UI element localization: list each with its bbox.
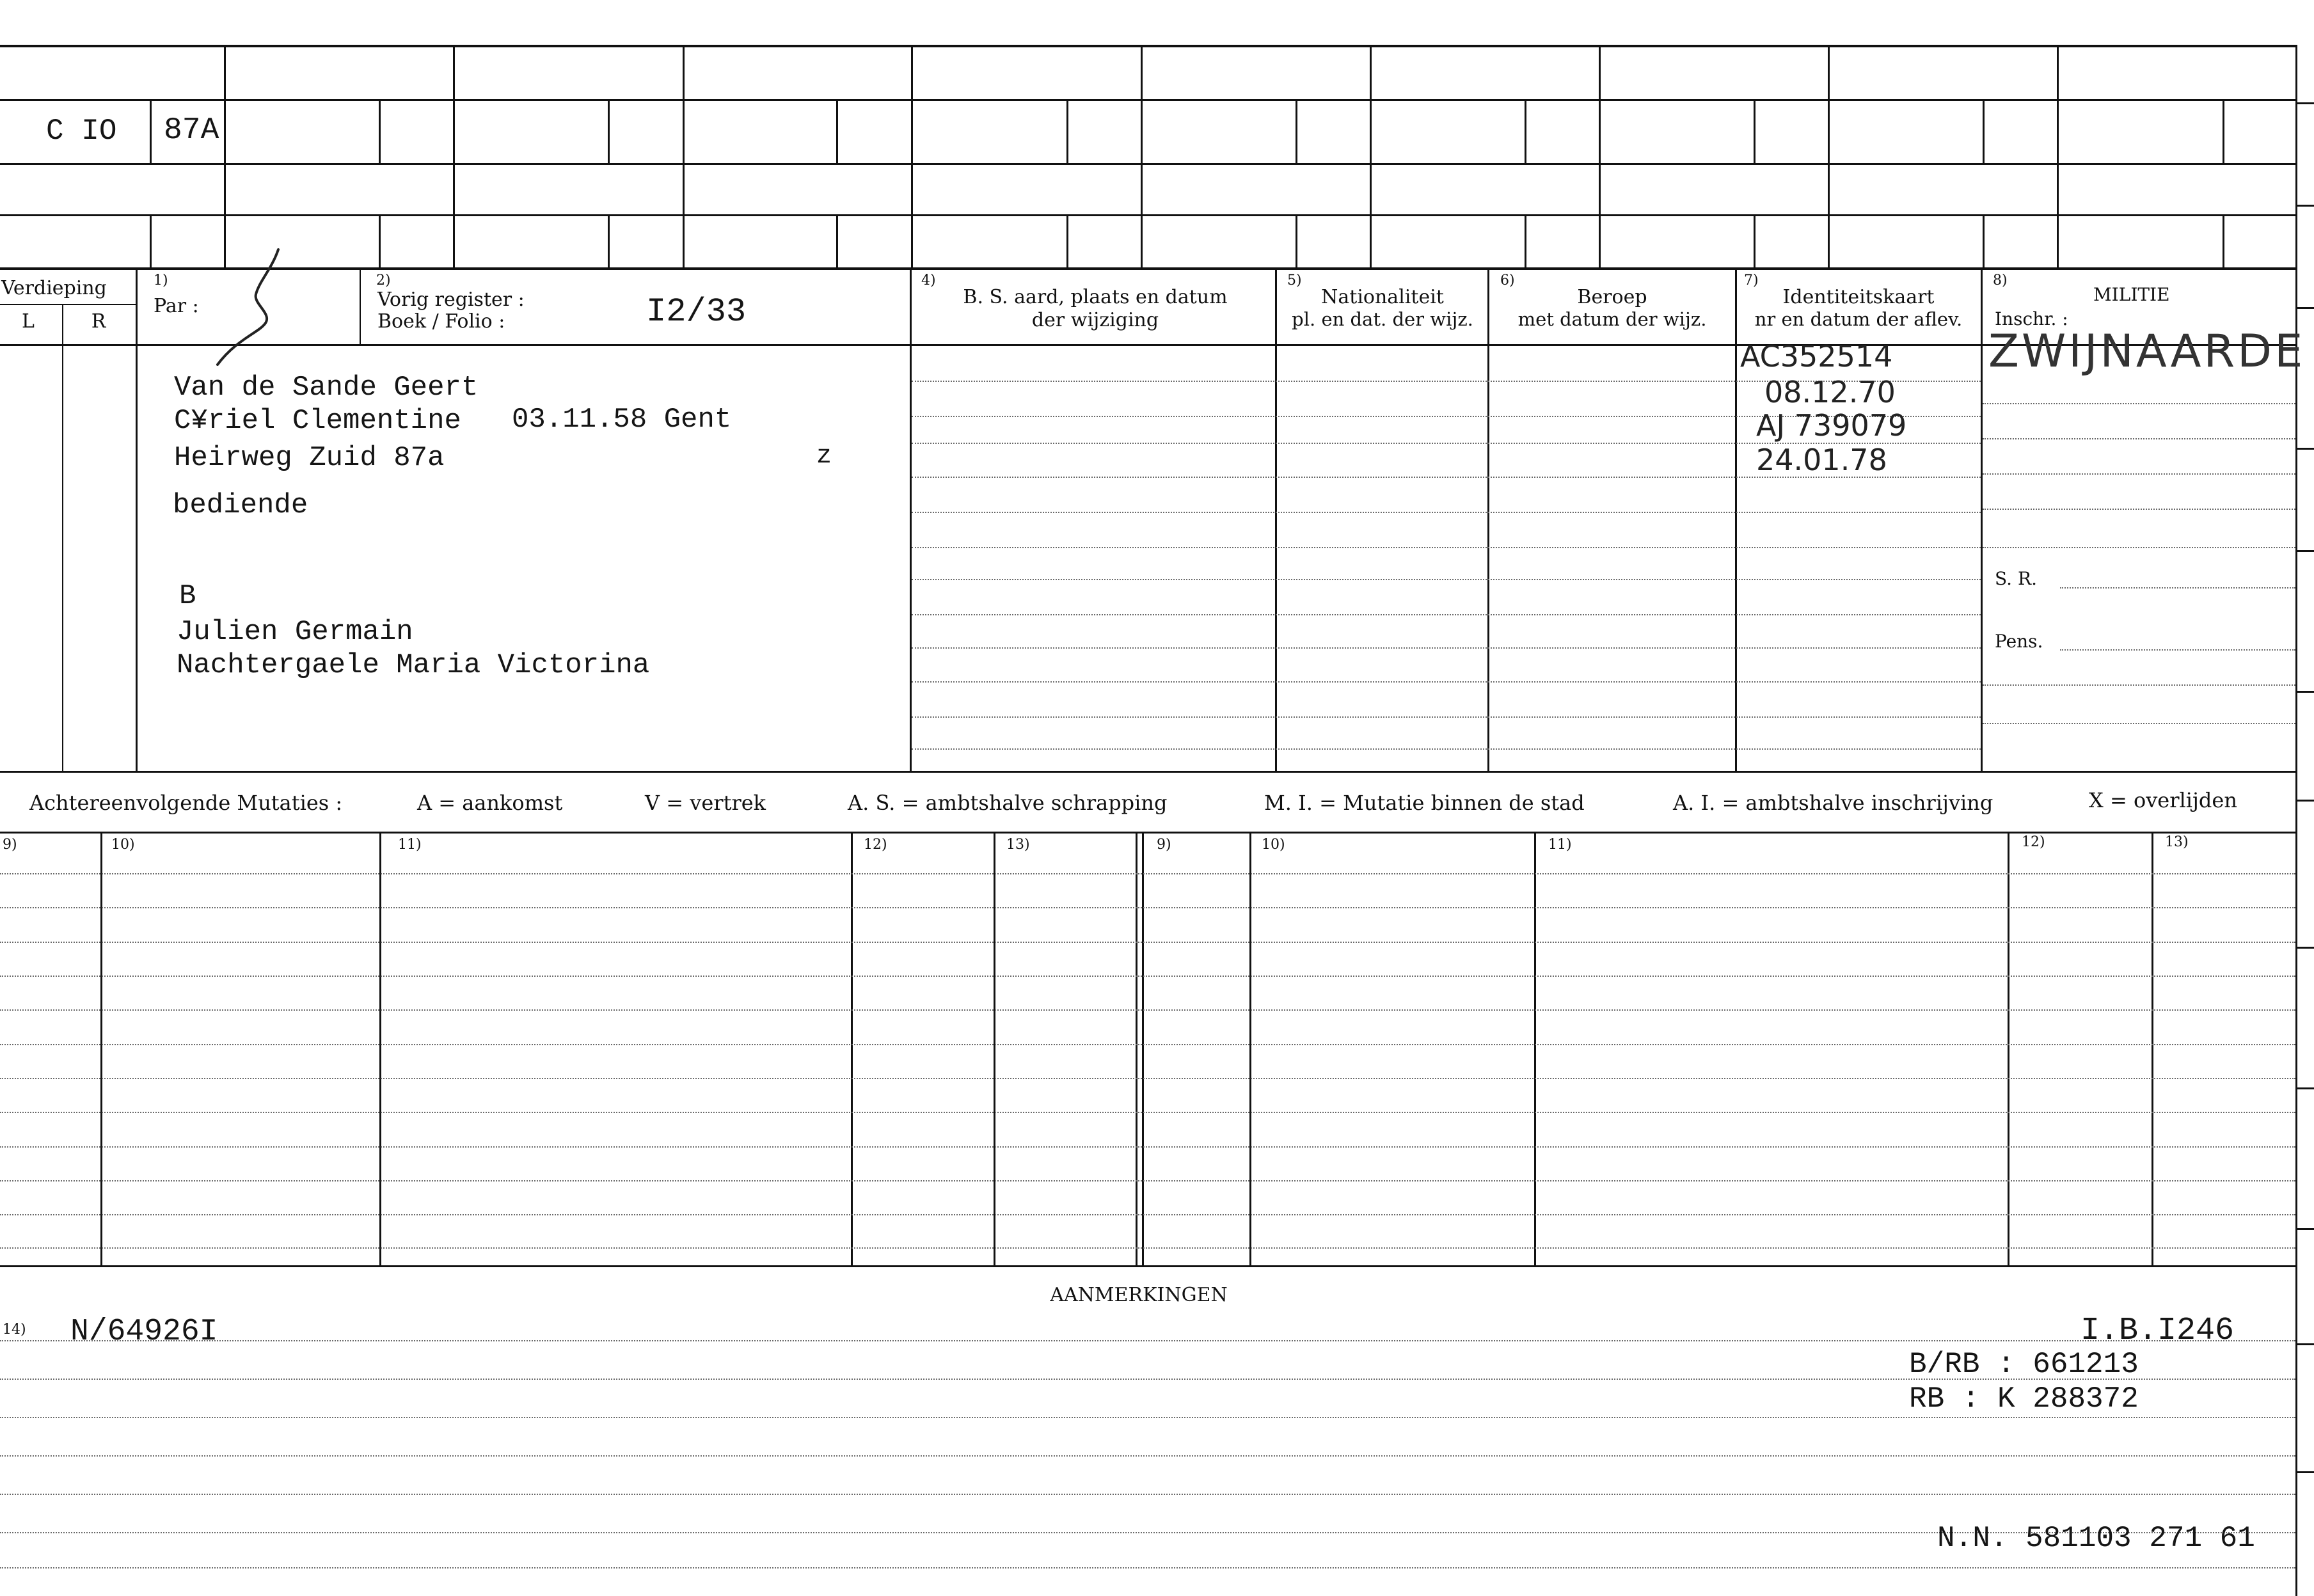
grid-vline (683, 45, 685, 270)
mutation-col-number: 13) (2165, 834, 2189, 850)
dotted-line (912, 512, 1981, 513)
margin-tick (2297, 1087, 2314, 1089)
grid-sub-vline (1066, 99, 1068, 163)
dotted-line (1983, 684, 2295, 686)
grid-sub-vline (150, 214, 152, 270)
grid-sub-vline (1066, 214, 1068, 270)
col2-number: 2) (376, 273, 391, 288)
col8-number: 8) (1993, 273, 2008, 288)
main-section-bottom-line (0, 771, 2297, 773)
house-number: 87A (164, 113, 219, 148)
main-vline-nat (1487, 270, 1489, 771)
mark-z: z (816, 442, 832, 471)
margin-tick (2297, 947, 2314, 949)
dotted-line (0, 1078, 2295, 1079)
main-vline-lr (62, 304, 63, 771)
grid-sub-vline (1983, 214, 1985, 270)
legend-item-vertrek: V = vertrek (645, 791, 766, 815)
mutation-vline-double (1142, 832, 1144, 1267)
dotted-line (0, 1340, 2295, 1341)
verdieping-header: Verdieping (1, 277, 107, 299)
top-border (0, 45, 2297, 47)
dotted-line (1983, 473, 2295, 475)
mutation-col-number: 13) (1006, 837, 1030, 853)
grid-hline-2 (0, 163, 2297, 165)
margin-tick (2297, 102, 2314, 104)
id-card-date-2: 24.01.78 (1756, 443, 1887, 477)
main-vline-id (1981, 270, 1983, 771)
dotted-line (0, 873, 2295, 874)
main-vline-par (360, 270, 361, 345)
dotted-line (0, 1214, 2295, 1215)
mutation-vline (1534, 832, 1536, 1267)
militie-header: MILITIE (2093, 284, 2170, 305)
grid-vline (1828, 45, 1830, 270)
dotted-line (1983, 438, 2295, 439)
grid-sub-vline (1525, 99, 1526, 163)
margin-tick (2297, 1343, 2314, 1345)
grid-vline (911, 45, 913, 270)
mutation-col-number: 11) (398, 837, 422, 853)
nationaliteit-header-line2: pl. en dat. der wijz. (1292, 308, 1473, 330)
main-header-bottom-line (0, 344, 2297, 346)
verdieping-right-label: R (91, 310, 106, 333)
grid-sub-vline (2223, 214, 2224, 270)
dotted-line (912, 614, 1981, 615)
mutations-top-line (0, 832, 2297, 834)
margin-tick (2297, 550, 2314, 552)
parents-label: B (179, 580, 196, 612)
pens-label: Pens. (1995, 631, 2043, 652)
brb-number: B/RB : 661213 (1909, 1348, 2139, 1381)
partner-name: C¥riel Clementine (174, 405, 461, 437)
grid-sub-vline (2223, 99, 2224, 163)
grid-hline-4 (0, 267, 2297, 270)
dotted-line (2060, 587, 2295, 589)
mutation-col-number: 9) (3, 837, 17, 853)
legend-item-overlijden: X = overlijden (2089, 788, 2237, 812)
par-label: Par : (154, 295, 199, 317)
mutation-vline-double (1136, 832, 1137, 1267)
dotted-line (0, 1044, 2295, 1045)
signature-paraph-icon (211, 243, 301, 371)
person-name: Van de Sande Geert (174, 372, 479, 404)
main-vline-verdieping (136, 270, 138, 771)
mutation-col-number: 11) (1548, 837, 1572, 853)
occupation: bediende (173, 489, 308, 521)
col7-number: 7) (1744, 273, 1759, 288)
dotted-line (0, 907, 2295, 908)
mutation-col-number: 12) (2022, 834, 2045, 850)
mutation-col-number: 10) (1262, 837, 1285, 853)
legend-item-inschrijving: A. I. = ambtshalve inschrijving (1673, 791, 1993, 815)
margin-tick (2297, 205, 2314, 207)
dotted-line (912, 748, 1981, 750)
militia-stamp: ZWIJNAARDE (1988, 325, 2306, 377)
bs-header-line2: der wijziging (1031, 309, 1159, 331)
mother-name: Nachtergaele Maria Victorina (177, 649, 650, 681)
grid-sub-vline (379, 214, 381, 270)
grid-sub-vline (836, 214, 838, 270)
verdieping-split-line (0, 304, 136, 305)
dotted-line (2060, 649, 2295, 651)
dotted-line (0, 1567, 2295, 1568)
nationaliteit-header-line1: Nationaliteit (1321, 286, 1444, 308)
sr-label: S. R. (1995, 568, 2037, 589)
ib-number: I.B.I246 (2080, 1313, 2235, 1349)
mutation-col-number: 12) (864, 837, 887, 853)
grid-sub-vline (1754, 99, 1755, 163)
grid-sub-vline (379, 99, 381, 163)
dotted-line (0, 1247, 2295, 1249)
grid-sub-vline (1296, 214, 1297, 270)
dotted-line (0, 976, 2295, 977)
dotted-line (1983, 509, 2295, 510)
mutation-vline (1249, 832, 1251, 1267)
register-code: C IO (46, 115, 117, 148)
identiteitskaart-header-line1: Identiteitskaart (1782, 286, 1935, 308)
legend-item-mutatie: M. I. = Mutatie binnen de stad (1264, 791, 1585, 815)
margin-tick (2297, 691, 2314, 693)
dotted-line (1983, 723, 2295, 724)
id-card-date-1: 08.12.70 (1764, 375, 1896, 409)
dotted-line (0, 1146, 2295, 1148)
main-vline-bs (1275, 270, 1277, 771)
birth-date-place: 03.11.58 Gent (512, 404, 732, 436)
dotted-line (912, 647, 1981, 649)
col5-number: 5) (1287, 273, 1302, 288)
father-name: Julien Germain (177, 616, 413, 648)
right-border (2295, 45, 2297, 1596)
legend-item-aankomst: A = aankomst (417, 791, 563, 815)
vorig-register-value: I2/33 (646, 293, 747, 331)
id-card-number-1: AC352514 (1740, 339, 1893, 374)
mutation-col-number: 10) (111, 837, 135, 853)
dotted-line (0, 1494, 2295, 1495)
col1-number: 1) (154, 273, 168, 288)
dotted-line (912, 716, 1981, 718)
margin-tick (2297, 1228, 2314, 1230)
margin-tick (2297, 307, 2314, 309)
national-number: N.N. 581103 271 61 (1937, 1522, 2255, 1555)
dotted-line (912, 681, 1981, 683)
beroep-header-line1: Beroep (1577, 286, 1647, 308)
grid-vline (1599, 45, 1601, 270)
grid-sub-vline (150, 99, 152, 163)
id-card-number-2: AJ 739079 (1756, 408, 1907, 443)
dotted-line (0, 1009, 2295, 1011)
grid-sub-vline (1983, 99, 1985, 163)
beroep-header-line2: met datum der wijz. (1518, 308, 1707, 330)
dotted-line (1983, 403, 2295, 404)
legend-item-schrapping: A. S. = ambtshalve schrapping (848, 791, 1168, 815)
main-vline-name (910, 270, 912, 771)
boek-folio-label: Boek / Folio : (377, 310, 505, 333)
verdieping-left-label: L (22, 310, 35, 333)
grid-sub-vline (1296, 99, 1297, 163)
dotted-line (0, 1180, 2295, 1181)
mutation-vline (379, 832, 381, 1267)
dotted-line (1983, 547, 2295, 548)
remarks-code: N/64926I (70, 1315, 218, 1349)
dotted-line (0, 1417, 2295, 1418)
grid-vline (2057, 45, 2059, 270)
margin-tick (2297, 448, 2314, 450)
grid-vline (453, 45, 455, 270)
identiteitskaart-header-line2: nr en datum der aflev. (1754, 308, 1963, 330)
mutation-vline (994, 832, 995, 1267)
margin-tick (2297, 1471, 2314, 1473)
grid-sub-vline (1754, 214, 1755, 270)
remarks-title: AANMERKINGEN (1050, 1284, 1228, 1306)
grid-vline (224, 45, 226, 270)
address: Heirweg Zuid 87a (174, 442, 445, 474)
grid-sub-vline (836, 99, 838, 163)
grid-sub-vline (608, 99, 610, 163)
dotted-line (912, 547, 1981, 548)
dotted-line (0, 942, 2295, 943)
grid-hline-3 (0, 214, 2297, 216)
mutations-bottom-line (0, 1265, 2297, 1267)
dotted-line (0, 1112, 2295, 1113)
dotted-line (912, 579, 1981, 580)
mutations-legend-title: Achtereenvolgende Mutaties : (29, 791, 343, 815)
inschr-label: Inschr. : (1995, 308, 2068, 329)
grid-hline-1 (0, 99, 2297, 101)
rb-number: RB : K 288372 (1909, 1382, 2139, 1416)
remarks-number: 14) (3, 1322, 26, 1338)
grid-sub-vline (1525, 214, 1526, 270)
grid-vline (1141, 45, 1143, 270)
mutation-vline (100, 832, 102, 1267)
main-vline-beroep (1735, 270, 1737, 771)
bs-header-line1: B. S. aard, plaats en datum (963, 286, 1228, 308)
grid-vline (1370, 45, 1372, 270)
grid-sub-vline (608, 214, 610, 270)
col4-number: 4) (921, 273, 936, 288)
mutation-col-number: 9) (1157, 837, 1171, 853)
vorig-register-label: Vorig register : (377, 288, 525, 311)
margin-tick (2297, 800, 2314, 802)
dotted-line (0, 1455, 2295, 1457)
mutation-vline (2008, 832, 2009, 1267)
mutation-vline (851, 832, 853, 1267)
mutation-vline (2152, 832, 2153, 1267)
col6-number: 6) (1500, 273, 1515, 288)
